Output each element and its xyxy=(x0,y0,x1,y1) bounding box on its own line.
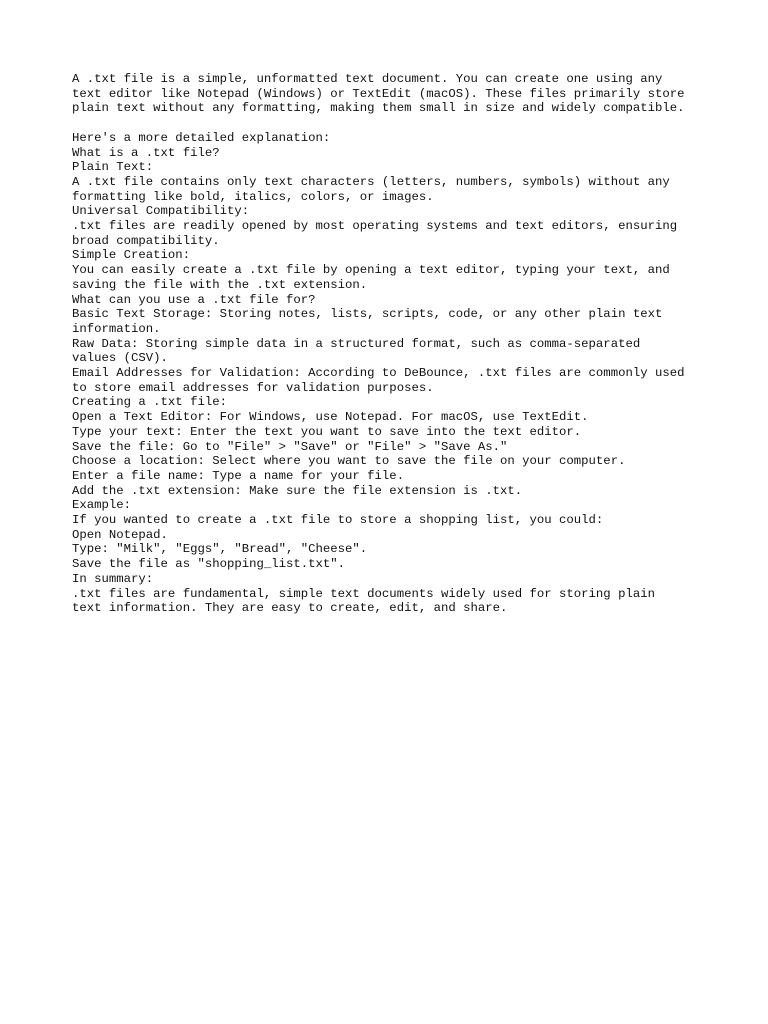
paragraph-gap xyxy=(72,116,712,131)
text-line: values (CSV). xyxy=(72,351,168,366)
text-line: to store email addresses for validation purposes. xyxy=(72,380,434,395)
text-line: Open Notepad. xyxy=(72,527,168,542)
text-line: Add the .txt extension: Make sure the file extension is .txt. xyxy=(72,483,523,498)
subheading: Simple Creation: xyxy=(72,248,191,263)
subheading: Universal Compatibility: xyxy=(72,204,250,219)
section-heading: What is a .txt file? xyxy=(72,145,220,160)
text-line: information. xyxy=(72,321,161,336)
text-line: plain text without any formatting, making them small in size and widely compatible. xyxy=(72,101,685,116)
text-line: Choose a location: Select where you want to save the file on your computer. xyxy=(72,454,626,469)
text-line: Basic Text Storage: Storing notes, lists, scripts, code, or any other plain text xyxy=(72,307,663,322)
text-line: If you wanted to create a .txt file to store a shopping list, you could: xyxy=(72,513,604,528)
text-line: You can easily create a .txt file by opening a text editor, typing your text, and xyxy=(72,263,670,278)
document-page xyxy=(72,72,712,616)
body-text xyxy=(72,131,712,616)
text-line: text information. They are easy to create, edit, and share. xyxy=(72,601,508,616)
subheading: Plain Text: xyxy=(72,160,154,175)
text-line: .txt files are readily opened by most operating systems and text editors, ensuring xyxy=(72,219,678,234)
text-line: Raw Data: Storing simple data in a structured format, such as comma-separated xyxy=(72,336,641,351)
text-line: Here's a more detailed explanation: xyxy=(72,130,331,145)
text-line: saving the file with the .txt extension. xyxy=(72,277,368,292)
text-line: Save the file as "shopping_list.txt". xyxy=(72,557,346,572)
intro-paragraph xyxy=(72,72,712,116)
text-line: Open a Text Editor: For Windows, use Notepad. For macOS, use TextEdit. xyxy=(72,410,589,425)
text-line: .txt files are fundamental, simple text documents widely used for storing plain xyxy=(72,586,655,601)
text-line: Save the file: Go to "File" > "Save" or "File" > "Save As." xyxy=(72,439,508,454)
text-line: Email Addresses for Validation: According to DeBounce, .txt files are commonly used xyxy=(72,366,685,381)
text-line: A .txt file is a simple, unformatted text document. You can create one using any xyxy=(72,72,663,86)
section-heading: Example: xyxy=(72,498,132,513)
section-heading: What can you use a .txt file for? xyxy=(72,292,316,307)
text-line: formatting like bold, italics, colors, or images. xyxy=(72,189,434,204)
text-line: A .txt file contains only text characters (letters, numbers, symbols) without any xyxy=(72,174,670,189)
text-line: Enter a file name: Type a name for your file. xyxy=(72,468,405,483)
text-line: Type: "Milk", "Eggs", "Bread", "Cheese". xyxy=(72,542,368,557)
section-heading: Creating a .txt file: xyxy=(72,395,227,410)
text-line: Type your text: Enter the text you want to save into the text editor. xyxy=(72,424,582,439)
section-heading: In summary: xyxy=(72,571,154,586)
text-line: text editor like Notepad (Windows) or TextEdit (macOS). These files primarily store xyxy=(72,86,685,101)
text-line: broad compatibility. xyxy=(72,233,220,248)
